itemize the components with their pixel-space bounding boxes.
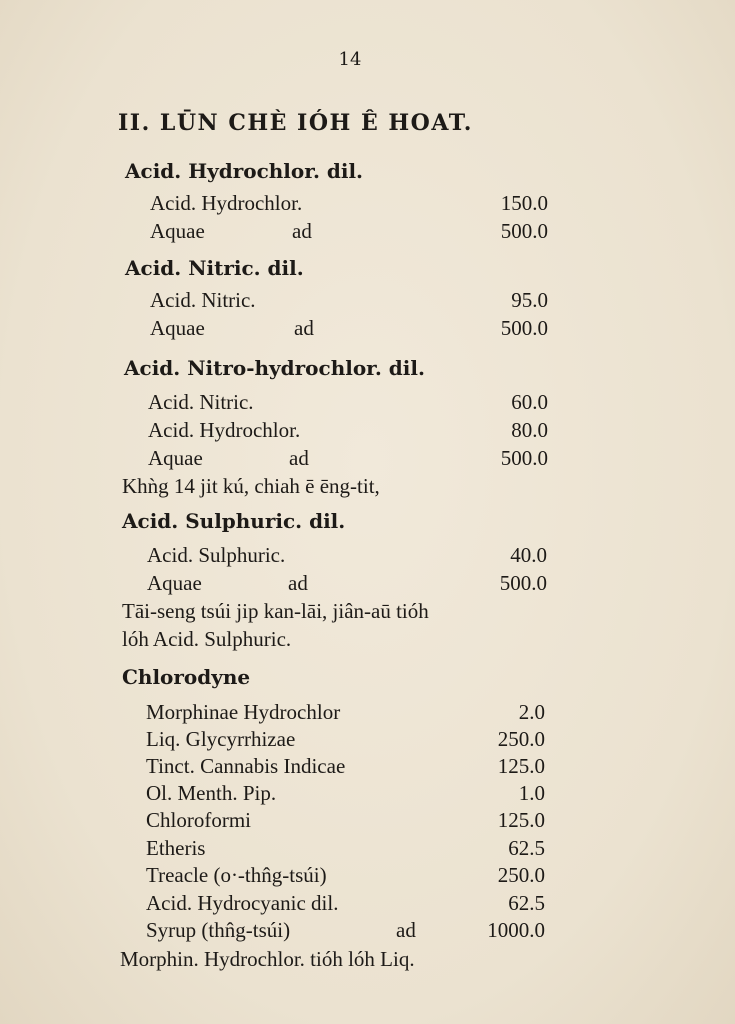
ingredient-name: Chloroformi [146,808,251,832]
ingredient-amount: 125.0 [497,808,545,832]
ingredient-row [146,863,545,891]
section-heading: Chlorodyne [122,665,251,689]
ingredient-amount: 500.0 [500,219,548,243]
ingredient-name: Syrup (thn̂g-tsúi) [146,918,291,942]
ingredient-amount: 250.0 [497,727,545,751]
ingredient-amount: 95.0 [511,288,548,312]
ingredient-row [146,891,545,919]
ingredient-row [146,836,545,864]
ingredient-ad: ad [288,571,308,595]
ingredient-name: Acid. Hydrochlor. [148,418,301,442]
ingredient-ad: ad [294,316,314,340]
ingredient-row [148,390,548,418]
preparation-note: Tāi-seng tsúi jip kan-lāi, jiân-aū tióh [122,599,429,623]
ingredient-row [147,571,547,599]
preparation-note: Khǹg 14 jit kú, chiah ē ēng-tit, [122,474,380,498]
ingredient-name: Aquae [150,316,205,340]
ingredient-row [146,808,545,836]
ingredient-row [150,288,548,316]
section-heading: Acid. Sulphuric. dil. [122,509,346,533]
ingredient-name: Acid. Hydrocyanic dil. [146,891,339,915]
ingredient-ad: ad [292,219,312,243]
ingredient-row [148,446,548,474]
ingredient-row [146,781,545,809]
ingredient-row [150,191,548,219]
preparation-note: Morphin. Hydrochlor. tióh lóh Liq. [120,947,415,971]
ingredient-name: Acid. Nitric. [148,390,254,414]
ingredient-ad: ad [396,918,416,942]
ingredient-amount: 40.0 [510,543,547,567]
ingredient-amount: 62.5 [508,836,545,860]
ingredient-amount: 1.0 [518,781,545,805]
ingredient-row [146,727,545,755]
ingredient-amount: 500.0 [500,446,548,470]
ingredient-row [148,418,548,446]
ingredient-name: Treacle (o·-thn̂g-tsúi) [146,863,327,887]
ingredient-name: Aquae [150,219,205,243]
ingredient-row [146,700,545,728]
preparation-note: lóh Acid. Sulphuric. [122,627,292,651]
section-heading: Acid. Nitric. dil. [125,256,304,280]
ingredient-row [150,316,548,344]
section-heading: Acid. Nitro-hydrochlor. dil. [124,356,425,380]
ingredient-name: Aquae [147,571,202,595]
ingredient-amount: 250.0 [497,863,545,887]
ingredient-amount: 125.0 [497,754,545,778]
section-heading: Acid. Hydrochlor. dil. [125,159,364,183]
ingredient-name: Morphinae Hydrochlor [146,700,341,724]
ingredient-name: Aquae [148,446,203,470]
ingredient-name: Acid. Hydrochlor. [150,191,303,215]
ingredient-amount: 62.5 [508,891,545,915]
ingredient-name: Etheris [146,836,206,860]
ingredient-name: Tinct. Cannabis Indicae [146,754,346,778]
ingredient-amount: 1000.0 [487,918,545,942]
ingredient-name: Liq. Glycyrrhizae [146,727,296,751]
ingredient-row [146,754,545,782]
ingredient-ad: ad [289,446,309,470]
ingredient-name: Acid. Sulphuric. [147,543,286,567]
page-title: II. LŪN CHÈ IÓH Ê HOAT. [118,110,473,136]
ingredient-name: Acid. Nitric. [150,288,256,312]
ingredient-amount: 500.0 [500,316,548,340]
ingredient-amount: 150.0 [500,191,548,215]
ingredient-amount: 60.0 [511,390,548,414]
ingredient-row [147,543,547,571]
ingredient-row [150,219,548,247]
ingredient-amount: 80.0 [511,418,548,442]
ingredient-row [146,918,545,946]
ingredient-amount: 500.0 [499,571,547,595]
ingredient-name: Ol. Menth. Pip. [146,781,277,805]
page-number: 14 [338,49,362,70]
ingredient-amount: 2.0 [518,700,545,724]
